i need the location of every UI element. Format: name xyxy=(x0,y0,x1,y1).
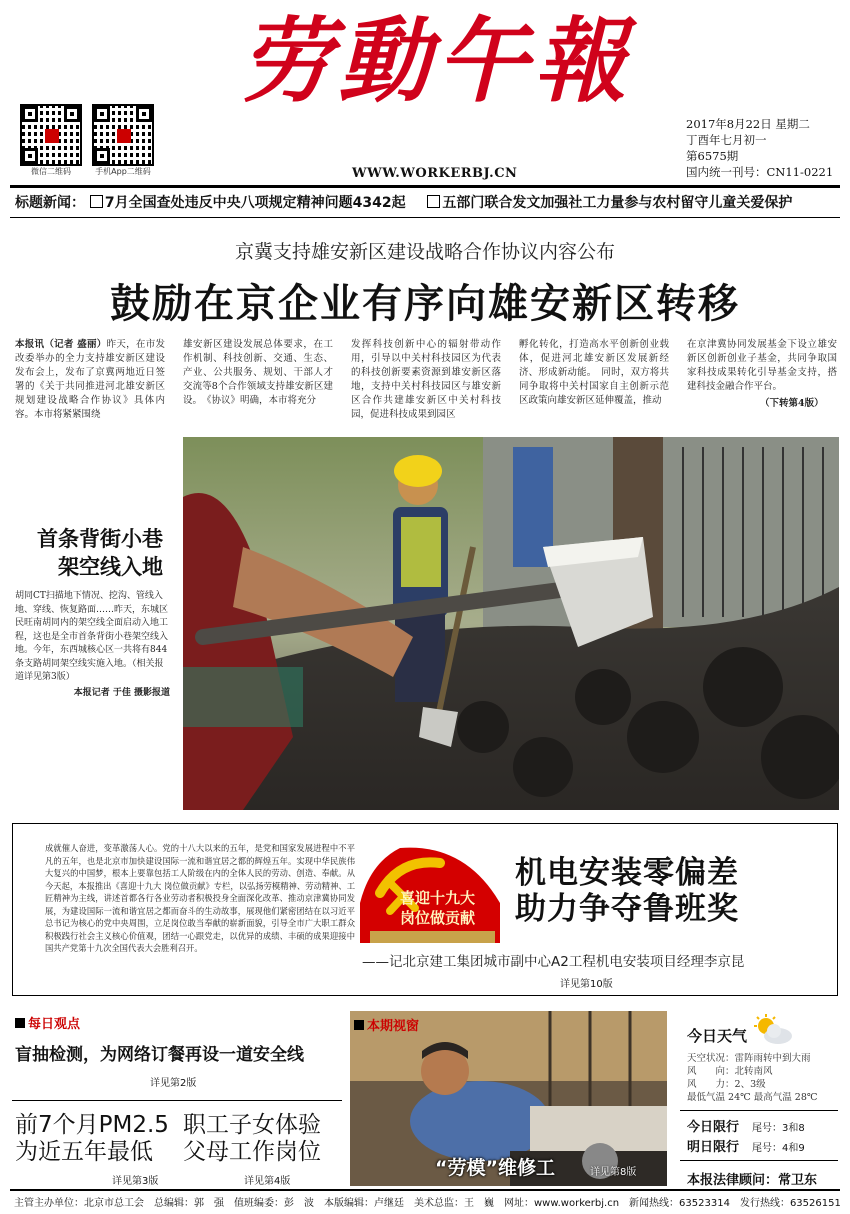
lead-byline: 本报讯（记者 盛丽） xyxy=(15,339,107,350)
serial-number: 国内统一刊号：CN11-0221 xyxy=(686,165,834,179)
index-item[interactable]: 五部门联合发文加强社工力量参与农村留守儿童关爱保护 xyxy=(427,195,792,211)
window-caption: “劳模”维修工 xyxy=(435,1157,555,1179)
divider xyxy=(680,1110,838,1111)
footer-credits: 主管主办单位：北京市总工会 总编辑：郭 强 值班编委：彭 波 本版编辑：卢继廷 美术总监：王 巍 网址：www.workerbj.cn 新闻热线：63523314 发行热线：63526151 xyxy=(14,1198,841,1209)
feature-badge xyxy=(360,843,505,943)
index-item[interactable]: 7月全国查处违反中央八项规定精神问题4342起 xyxy=(90,195,406,211)
newspaper-logo: 劳動午報 xyxy=(240,7,633,115)
lead-column-3: 发挥科技创新中心的辐射带动作用，引导以中关村科技园区为代表的科技创新要素资源到雄安新区落地，支持中关村科技园区与雄安新区合作共建雄安新区中关村科技园，促进科技成果到园区 xyxy=(351,339,501,420)
divider xyxy=(12,1100,342,1101)
today-restriction: 尾号：3和8 xyxy=(752,1123,805,1134)
divider xyxy=(10,217,840,218)
qr-wechat-caption: 微信二维码 xyxy=(31,167,71,176)
issue-date: 2017年8月22日 星期二 xyxy=(686,117,810,131)
photo-credit: 本报记者 于佳 摄影报道 xyxy=(73,687,170,698)
brief-pm25[interactable]: 前7个月PM2.5 为近五年最低 xyxy=(15,1112,169,1165)
wind-direction: 北转南风 xyxy=(734,1066,773,1077)
qr-app[interactable] xyxy=(92,104,154,177)
qr-wechat[interactable] xyxy=(20,104,82,177)
lead-photo xyxy=(183,437,839,810)
lead-column-5: 在京津冀协同发展基金下设立雄安新区创新创业子基金，共同争取国家科技成果转化引导基金支持，搭建科技金融合作平台。 xyxy=(687,339,837,392)
checkbox-icon xyxy=(427,195,440,208)
divider xyxy=(10,1189,840,1191)
weather-icon xyxy=(752,1014,794,1050)
feature-intro: 成就催人奋进，变革激荡人心。党的十八大以来的五年，是党和国家发展进程中不平凡的五年，也是北京市加快建设国际一流和谐宜居之都的辉煌五年。实现中华民族伟大复兴的中国梦，根本上要靠包括工人阶级在内的全体人民的劳动、创造、奉献。从今天起，本报推出《喜迎十九大 岗位做贡献》专栏，以弘扬劳模精神、劳动精神、工匠精神为主线，讲述首都各行各业劳动者积极投身全面深化改革、推动京津冀协同发展，为建设国际一流和谐宜居之都而奋斗的生动故事，展现他们紧密团结在以习近平总书记为核心的党中央周围，立足岗位敢当奉献的崭新面貌，引导全市广大职工群众积极践行社会主义核心价值观，团结一心跟党走，以优异的成绩、丰硕的成果迎接中国共产党第十九次全国代表大会胜利召开。 xyxy=(45,843,355,953)
qr-code-icon xyxy=(92,104,154,166)
continued-note[interactable]: （下转第4版） xyxy=(760,398,824,409)
photo-story-headline[interactable]: 首条背街小巷 架空线入地 xyxy=(37,527,163,579)
daily-opinion-tag: 每日观点 xyxy=(15,1013,80,1032)
temperature-range: 最低气温 24℃ 最高气温 28℃ xyxy=(687,1092,818,1103)
lead-subhead: 京冀支持雄安新区建设战略合作协议内容公布 xyxy=(234,241,615,263)
feature-see-page[interactable]: 详见第10版 xyxy=(560,979,613,990)
traffic-restriction: 今日限行 尾号：3和8 明日限行 尾号：4和9 xyxy=(687,1120,805,1155)
worker-shovel-photo xyxy=(183,437,839,810)
feature-subtitle: ——记北京建工集团城市副中心A2工程机电安装项目经理李京昆 xyxy=(362,954,745,970)
divider xyxy=(10,185,840,188)
website-url[interactable]: WWW.WORKERBJ.CN xyxy=(352,166,518,181)
square-icon xyxy=(354,1020,364,1030)
brief-pm25-see[interactable]: 详见第3版 xyxy=(112,1176,159,1187)
brief-children-see[interactable]: 详见第4版 xyxy=(244,1176,291,1187)
lead-headline[interactable]: 鼓励在京企业有序向雄安新区转移 xyxy=(110,281,740,327)
index-label: 标题新闻： xyxy=(15,195,85,211)
lead-column-2: 雄安新区建设发展总体要求，在工作机制、科技创新、交通、生态、产业、公共服务、规划、干部人才交流等8个合作领域支持雄安新区建设。 《协议》明确，本市将充分 xyxy=(183,339,333,406)
window-tag: 本期视窗 xyxy=(354,1015,419,1034)
weather-title: 今日天气 xyxy=(687,1027,748,1045)
window-see-page: 详见第8版 xyxy=(590,1167,637,1178)
issue-number: 第6575期 xyxy=(686,149,739,163)
weather-condition: 雷阵雨转中到大雨 xyxy=(734,1053,811,1064)
lunar-date: 丁酉年七月初一 xyxy=(686,133,767,147)
daily-opinion-headline[interactable]: 盲抽检测，为网络订餐再设一道安全线 xyxy=(15,1045,304,1065)
legal-advisor: 本报法律顾问：常卫东 xyxy=(687,1173,818,1188)
square-icon xyxy=(15,1018,25,1028)
brief-worker-children[interactable]: 职工子女体验 父母工作岗位 xyxy=(183,1112,321,1165)
divider xyxy=(680,1160,838,1161)
headline-index xyxy=(15,192,792,212)
lead-column-1: 本报讯（记者 盛丽）昨天，在市发改委举办的全力支持雄安新区建设发布会上，发布了京冀两地近日签署的《关于共同推进河北雄安新区规划建设战略合作协议》具体内容。本市将紧紧围绕 xyxy=(15,339,165,420)
feature-badge-text: 喜迎十九大 岗位做贡献 xyxy=(400,889,476,927)
feature-headline[interactable]: 机电安装零偏差 助力争夺鲁班奖 xyxy=(515,855,739,927)
photo-story-body: 胡同CT扫描地下情况、挖沟、管线入地、穿线、恢复路面……昨天，东城区民旺南胡同内的架空线全面启动入地工程，这也是全市首条背街小巷架空线入地。今年，东西城核心区一共将有844条支路胡同架空线实施入地。（相关报道详见第3版） 本报记者 于佳 摄影报道 xyxy=(15,590,170,700)
sun-cloud-icon xyxy=(752,1014,794,1046)
lead-column-4: 孵化转化，打造高水平创新创业载体，促进河北雄安新区发展新经济、形成新动能。 同时，双方将共同争取将中关村国家自主创新示范区政策向雄安新区延伸覆盖，推动 xyxy=(519,339,669,406)
daily-see-page[interactable]: 详见第2版 xyxy=(150,1078,197,1089)
qr-app-caption: 手机App二维码 xyxy=(95,167,151,176)
window-photo[interactable] xyxy=(350,1011,667,1186)
weather-details: 天空状况：雷阵雨转中到大雨 风 向：北转南风 风 力：2、3级 最低气温 24℃ 最高气温 28℃ xyxy=(687,1053,818,1103)
tomorrow-restriction: 尾号：4和9 xyxy=(752,1143,805,1154)
issue-info xyxy=(686,116,833,180)
checkbox-icon xyxy=(90,195,103,208)
wind-force: 2、3级 xyxy=(734,1079,766,1090)
qr-code-icon xyxy=(20,104,82,166)
